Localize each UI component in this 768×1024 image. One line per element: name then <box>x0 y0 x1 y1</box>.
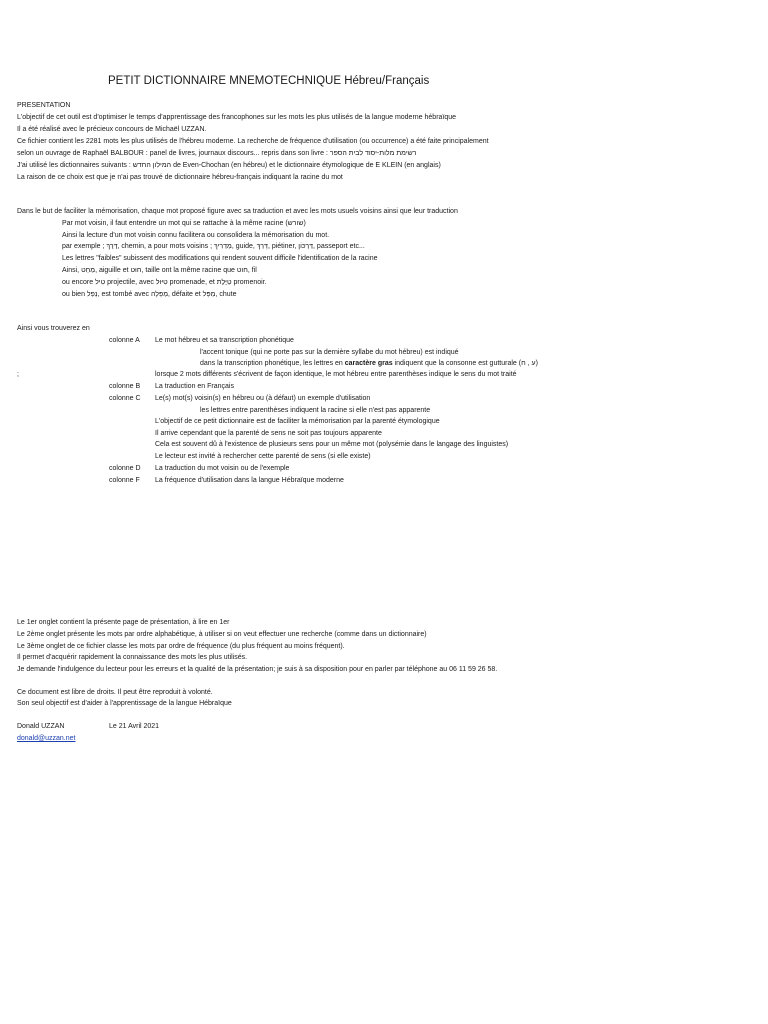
column-description: La fréquence d'utilisation dans la langue Hébraïque moderne <box>155 477 344 484</box>
presentation-line: Il a été réalisé avec le précieux concours de Michaël UZZAN. <box>17 126 207 133</box>
column-description: lorsque 2 mots différents s'écrivent de façon identique, le mot hébreu entre parenthèses indique le sens du mot traité <box>155 371 517 378</box>
presentation-line: selon un ouvrage de Raphaël BALBOUR : panel de livres, journaux discours... repris dans son livre : רשימת מלות-יסוד לבית הספר <box>17 150 417 157</box>
tabs-info-line: Le 2ème onglet présente les mots par ordre alphabétique, à utiliser si on veut effectuer une recherche (comme dans un dictionnaire) <box>17 631 427 638</box>
column-label: colonne F <box>109 477 140 484</box>
column-label: colonne A <box>109 337 140 344</box>
tabs-info-line: Le 3ème onglet de ce fichier classe les mots par ordre de fréquence (du plus fréquent au moins fréquent). <box>17 643 345 650</box>
method-line: Par mot voisin, il faut entendre un mot qui se rattache à la même racine (שורש) <box>62 220 306 227</box>
column-description: Le mot hébreu et sa transcription phonétique <box>155 337 294 344</box>
column-description: les lettres entre parenthèses indiquent la racine si elle n'est pas apparente <box>200 407 431 414</box>
method-line: Ainsi, מַחַט, aiguille et חוּט, taille ont la même racine que חוט, fil <box>62 267 257 274</box>
rights-line: Son seul objectif est d'aider à l'apprentissage de la langue Hébraïque <box>17 700 232 707</box>
method-line: ou encore טִיל projectile, avec טִיּוּל promenade, et טַיֶּלֶת promenoir. <box>62 279 267 286</box>
column-description: Le lecteur est invité à rechercher cette parenté de sens (si elle existe) <box>155 453 371 460</box>
column-description: l'accent tonique (qui ne porte pas sur la dernière syllabe du mot hébreu) est indiqué <box>200 349 459 356</box>
column-label: colonne C <box>109 395 141 402</box>
column-label: colonne B <box>109 383 141 390</box>
tabs-info-line: Le 1er onglet contient la présente page de présentation, à lire en 1er <box>17 619 230 626</box>
method-line: ou bien נָפַל, est tombé avec מַפָּלָה, défaite et מַפָּל, chute <box>62 291 237 298</box>
rights-line: Ce document est libre de droits. Il peut être reproduit à volonté. <box>17 689 213 696</box>
column-description: La traduction du mot voisin ou de l'exemple <box>155 465 290 472</box>
columns-intro: Ainsi vous trouverez en <box>17 325 90 332</box>
tabs-info-line: Je demande l'indulgence du lecteur pour les erreurs et la qualité de la présentation; je suis à sa disposition pour en parler par téléphone au 06 11 59 26 58. <box>17 666 498 673</box>
email-link[interactable]: donald@uzzan.net <box>17 735 76 742</box>
column-description: Cela est souvent dû à l'existence de plusieurs sens pour un même mot (polysémie dans le langage des linguistes) <box>155 441 509 448</box>
method-line: par exemple ; דֶּרֶךְ, chemin, a pour mots voisins ; מַדְרִיךְ, guide, דָּרַךְ, piétiner, דַּרְכּוֹן, passeport etc... <box>62 243 365 250</box>
column-description: Le(s) mot(s) voisin(s) en hébreu ou (à défaut) un exemple d'utilisation <box>155 395 371 402</box>
column-description: L'objectif de ce petit dictionnaire est de faciliter la mémorisation par la parenté étymologique <box>155 418 440 425</box>
method-line: Ainsi la lecture d'un mot voisin connu facilitera ou consolidera la mémorisation du mot. <box>62 232 330 239</box>
presentation-line: La raison de ce choix est que je n'ai pas trouvé de dictionnaire hébreu-français indiquant la racine du mot <box>17 174 343 181</box>
presentation-heading: PRESENTATION <box>17 102 71 109</box>
column-description: La traduction en Français <box>155 383 234 390</box>
author-name: Donald UZZAN <box>17 723 65 730</box>
method-line: Les lettres "faibles" subissent des modifications qui rendent souvent difficile l'identification de la racine <box>62 255 378 262</box>
column-label: colonne D <box>109 465 141 472</box>
presentation-line: L'objectif de cet outil est d'optimiser le temps d'apprentissage des francophones sur les mots les plus utilisés de la langue moderne hébraïque <box>17 114 457 121</box>
method-intro: Dans le but de faciliter la mémorisation, chaque mot proposé figure avec sa traduction et avec les mots usuels voisins ainsi que leur traduction <box>17 208 458 215</box>
signature-date: Le 21 Avril 2021 <box>109 723 160 730</box>
presentation-line: Ce fichier contient les 2281 mots les plus utilisés de l'hébreu moderne. La recherche de fréquence d'utilisation (ou occurrence) a été faite principalement <box>17 138 489 145</box>
document-title: PETIT DICTIONNAIRE MNEMOTECHNIQUE Hébreu/Français <box>108 75 430 87</box>
tabs-info-line: Il permet d'acquérir rapidement la connaissance des mots les plus utilisés. <box>17 654 248 661</box>
semicolon-mark: ; <box>17 371 19 378</box>
column-description: Il arrive cependant que la parenté de sens ne soit pas toujours apparente <box>155 430 382 437</box>
presentation-line: J'ai utilisé les dictionnaires suivants : המילון החדש de Even-Chochan (en hébreu) et le dictionnaire étymologique de E KLEIN (en anglais) <box>17 162 441 169</box>
column-description: dans la transcription phonétique, les lettres en caractère gras indiquent que la consonne est gutturale (ע , ח) <box>200 360 538 367</box>
